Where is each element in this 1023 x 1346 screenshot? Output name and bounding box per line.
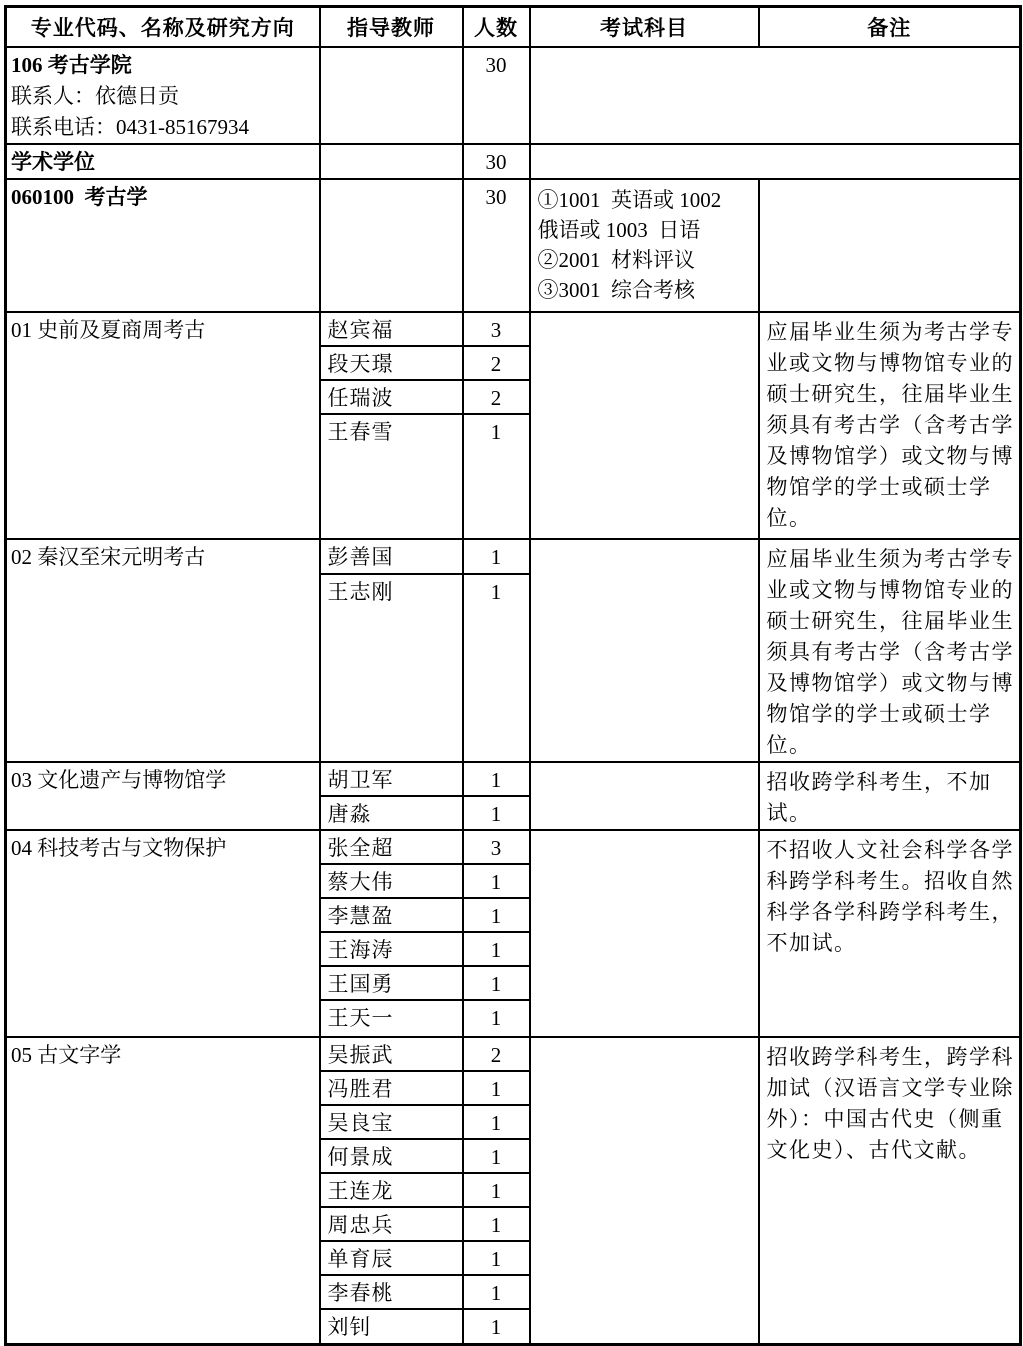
remarks-cell: 应届毕业生须为考古学专业或文物与博物馆专业的硕士研究生，往届毕业生须具有考古学（含考古学及博物馆学）或文物与博物馆学的学士或硕士学位。 [759,539,1021,762]
teacher-quota: 1 [463,898,530,932]
college-quota: 30 [463,47,530,144]
col-header-notes: 备注 [759,7,1021,47]
teacher-name: 唐淼 [320,796,463,830]
table-row [6,762,1021,796]
teacher-name: 任瑞波 [320,380,463,414]
major-code-cell [6,179,320,312]
teacher-quota: 2 [463,346,530,380]
teacher-name: 何景成 [320,1139,463,1173]
exam-subjects-merged-cell [530,762,759,830]
direction-name: 03 文化遗产与博物馆学 [6,762,320,830]
teacher-name: 蔡大伟 [320,864,463,898]
table-row [6,179,1021,312]
admissions-table [4,5,1022,1346]
teacher-name: 单育辰 [320,1241,463,1275]
teacher-quota: 1 [463,932,530,966]
teacher-name: 胡卫军 [320,762,463,796]
teacher-quota: 3 [463,312,530,346]
col-header-advisor: 指导教师 [320,7,463,47]
teacher-quota: 1 [463,1241,530,1275]
teacher-name: 王志刚 [320,574,463,761]
teacher-quota: 1 [463,1105,530,1139]
table-row [6,144,1021,179]
teacher-quota: 1 [463,796,530,830]
exam-subjects-merged-cell [530,539,759,762]
direction-name: 05 古文字学 [6,1037,320,1345]
teacher-name: 段天璟 [320,346,463,380]
teacher-name: 刘钊 [320,1309,463,1345]
empty-cell [320,47,463,144]
teacher-quota: 3 [463,830,530,864]
college-contact-phone: 联系电话：0431-85167934 [11,114,249,139]
table-row [6,312,1021,346]
college-title: 106 考古学院 [11,52,132,77]
empty-cell [320,144,463,179]
exam-subject-item: ②2001 材料评议 [537,247,695,272]
teacher-quota: 1 [463,1207,530,1241]
direction-name: 04 科技考古与文物保护 [6,830,320,1037]
exam-subject-item: ①1001 英语或 1002 俄语或 1003 日语 [537,187,727,242]
teacher-quota: 1 [463,966,530,1000]
table-row [6,1037,1021,1071]
remarks-cell: 招收跨学科考生，跨学科加试（汉语言文学专业除外）：中国古代史（侧重文化史）、古代文献。 [759,1037,1021,1345]
col-header-exam: 考试科目 [530,7,759,47]
college-info-cell [6,47,320,144]
empty-cell [320,179,463,312]
major-code-name: 060100 考古学 [11,184,148,209]
table-row [6,830,1021,864]
teacher-name: 王天一 [320,1000,463,1037]
teacher-name: 李春桃 [320,1275,463,1309]
empty-cell [530,144,1021,179]
teacher-name: 王连龙 [320,1173,463,1207]
teacher-name: 周忠兵 [320,1207,463,1241]
major-quota: 30 [463,179,530,312]
teacher-quota: 1 [463,539,530,575]
teacher-name: 吴良宝 [320,1105,463,1139]
col-header-quota: 人数 [463,7,530,47]
teacher-name: 王国勇 [320,966,463,1000]
exam-subjects-cell [530,179,759,312]
remarks-cell: 招收跨学科考生，不加试。 [759,762,1021,830]
teacher-name: 张全超 [320,830,463,864]
teacher-quota: 1 [463,762,530,796]
teacher-name: 李慧盈 [320,898,463,932]
teacher-name: 冯胜君 [320,1071,463,1105]
teacher-quota: 1 [463,1071,530,1105]
direction-name: 02 秦汉至宋元明考古 [6,539,320,762]
teacher-quota: 1 [463,864,530,898]
table-row [6,47,1021,144]
teacher-quota: 1 [463,414,530,539]
teacher-quota: 2 [463,380,530,414]
teacher-quota: 1 [463,1275,530,1309]
teacher-quota: 1 [463,1000,530,1037]
teacher-quota: 1 [463,1309,530,1345]
exam-subjects-merged-cell [530,312,759,539]
table-header-row [6,7,1021,47]
teacher-quota: 1 [463,1173,530,1207]
degree-type-quota: 30 [463,144,530,179]
teacher-quota: 1 [463,1139,530,1173]
teacher-name: 吴振武 [320,1037,463,1071]
col-header-major: 专业代码、名称及研究方向 [6,7,320,47]
remarks-cell: 不招收人文社会科学各学科跨学科考生。招收自然科学各学科跨学科考生，不加试。 [759,830,1021,1037]
direction-name: 01 史前及夏商周考古 [6,312,320,539]
degree-type-label: 学术学位 [6,144,320,179]
empty-cell [530,47,1021,144]
teacher-quota: 1 [463,574,530,761]
teacher-name: 王春雪 [320,414,463,539]
teacher-name: 赵宾福 [320,312,463,346]
empty-cell [759,179,1021,312]
teacher-quota: 2 [463,1037,530,1071]
college-contact-person: 联系人：依德日贡 [11,83,179,108]
exam-subject-item: ③3001 综合考核 [537,277,695,302]
exam-subjects-merged-cell [530,1037,759,1345]
exam-subjects-merged-cell [530,830,759,1037]
teacher-name: 彭善国 [320,539,463,575]
teacher-name: 王海涛 [320,932,463,966]
table-row [6,539,1021,575]
remarks-cell: 应届毕业生须为考古学专业或文物与博物馆专业的硕士研究生，往届毕业生须具有考古学（含考古学及博物馆学）或文物与博物馆学的学士或硕士学位。 [759,312,1021,539]
